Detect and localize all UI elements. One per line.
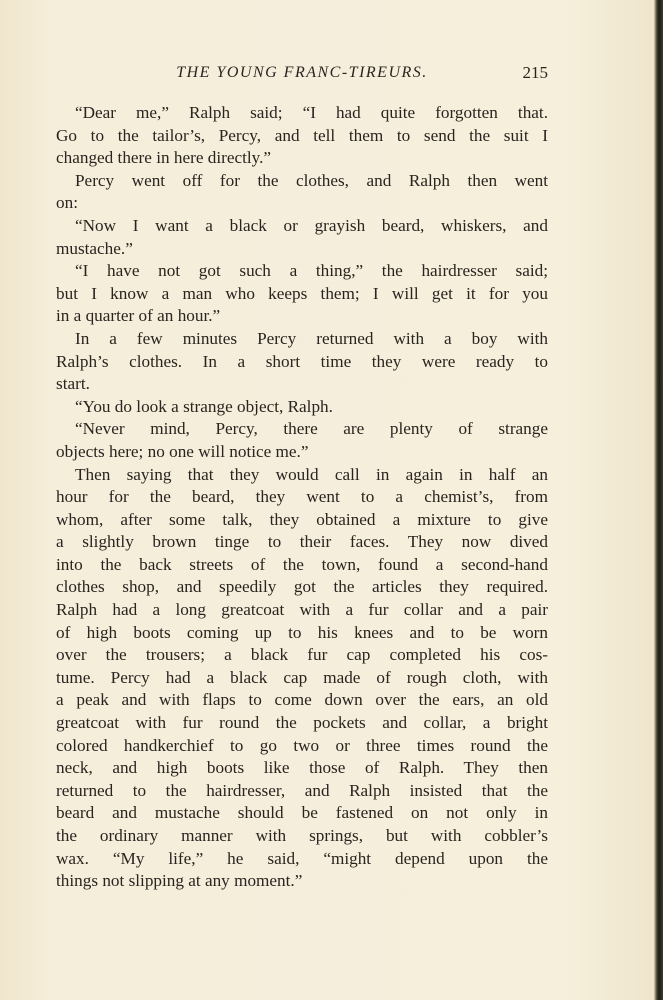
text-line: beard and mustache should be fastened on not only in bbox=[56, 803, 548, 823]
text-line: a peak and with flaps to come down over the ears, an old bbox=[56, 690, 548, 710]
text-line: neck, and high boots like those of Ralph. They then bbox=[56, 758, 548, 778]
text-line: “Dear me,” Ralph said; “I had quite forgotten that. bbox=[75, 103, 548, 122]
text-line: but I know a man who keeps them; I will get it for you bbox=[56, 283, 548, 303]
text-line: Then saying that they would call in again in half an bbox=[75, 464, 548, 484]
text-line: colored handkerchief to go two or three times round the bbox=[56, 735, 548, 755]
text-line: tume. Percy had a black cap made of rough cloth, with bbox=[56, 667, 548, 687]
text-line: changed there in here directly.” bbox=[56, 148, 272, 168]
text-line: “Now I want a black or grayish beard, whiskers, and bbox=[75, 215, 548, 235]
text-line: Ralph’s clothes. In a short time they were ready to bbox=[56, 351, 548, 371]
body-text bbox=[56, 102, 548, 893]
page-number: 215 bbox=[522, 63, 548, 82]
text-line: start. bbox=[56, 374, 90, 394]
running-title: THE YOUNG FRANC-TIREURS. bbox=[176, 64, 428, 81]
text-line: in a quarter of an hour.” bbox=[56, 306, 221, 326]
text-line: whom, after some talk, they obtained a mixture to give bbox=[56, 509, 548, 529]
page-header bbox=[56, 62, 548, 86]
text-line: the ordinary manner with springs, but with cobbler’s bbox=[56, 826, 548, 845]
text-line: hour for the beard, they went to a chemist’s, from bbox=[56, 487, 548, 507]
text-line: things not slipping at any moment.” bbox=[56, 871, 303, 891]
text-line: returned to the hairdresser, and Ralph insisted that the bbox=[56, 780, 548, 800]
text-line: In a few minutes Percy returned with a boy with bbox=[75, 328, 548, 348]
text-line: objects here; no one will notice me.” bbox=[56, 441, 309, 461]
binding-edge bbox=[654, 0, 663, 1000]
text-line: clothes shop, and speedily got the articles they required. bbox=[56, 577, 548, 597]
text-line: Percy went off for the clothes, and Ralph then went bbox=[75, 170, 548, 190]
text-line: a slightly brown tinge to their faces. They now dived bbox=[56, 532, 548, 552]
text-line: greatcoat with fur round the pockets and collar, a bright bbox=[56, 713, 548, 733]
text-line: “You do look a strange object, Ralph. bbox=[75, 396, 333, 416]
text-line: into the back streets of the town, found a second-hand bbox=[56, 554, 548, 574]
text-line: “I have not got such a thing,” the hairdresser said; bbox=[75, 261, 548, 281]
text-line: mustache.” bbox=[56, 238, 133, 258]
text-line: Go to the tailor’s, Percy, and tell them to send the suit I bbox=[56, 125, 548, 145]
text-line: of high boots coming up to his knees and to be worn bbox=[56, 622, 548, 642]
text-line: Ralph had a long greatcoat with a fur collar and a pair bbox=[56, 600, 548, 620]
text-line: over the trousers; a black fur cap completed his cos- bbox=[56, 645, 548, 665]
text-line: “Never mind, Percy, there are plenty of strange bbox=[75, 419, 548, 439]
text-line: on: bbox=[56, 193, 78, 213]
text-line: wax. “My life,” he said, “might depend upon the bbox=[56, 848, 548, 868]
